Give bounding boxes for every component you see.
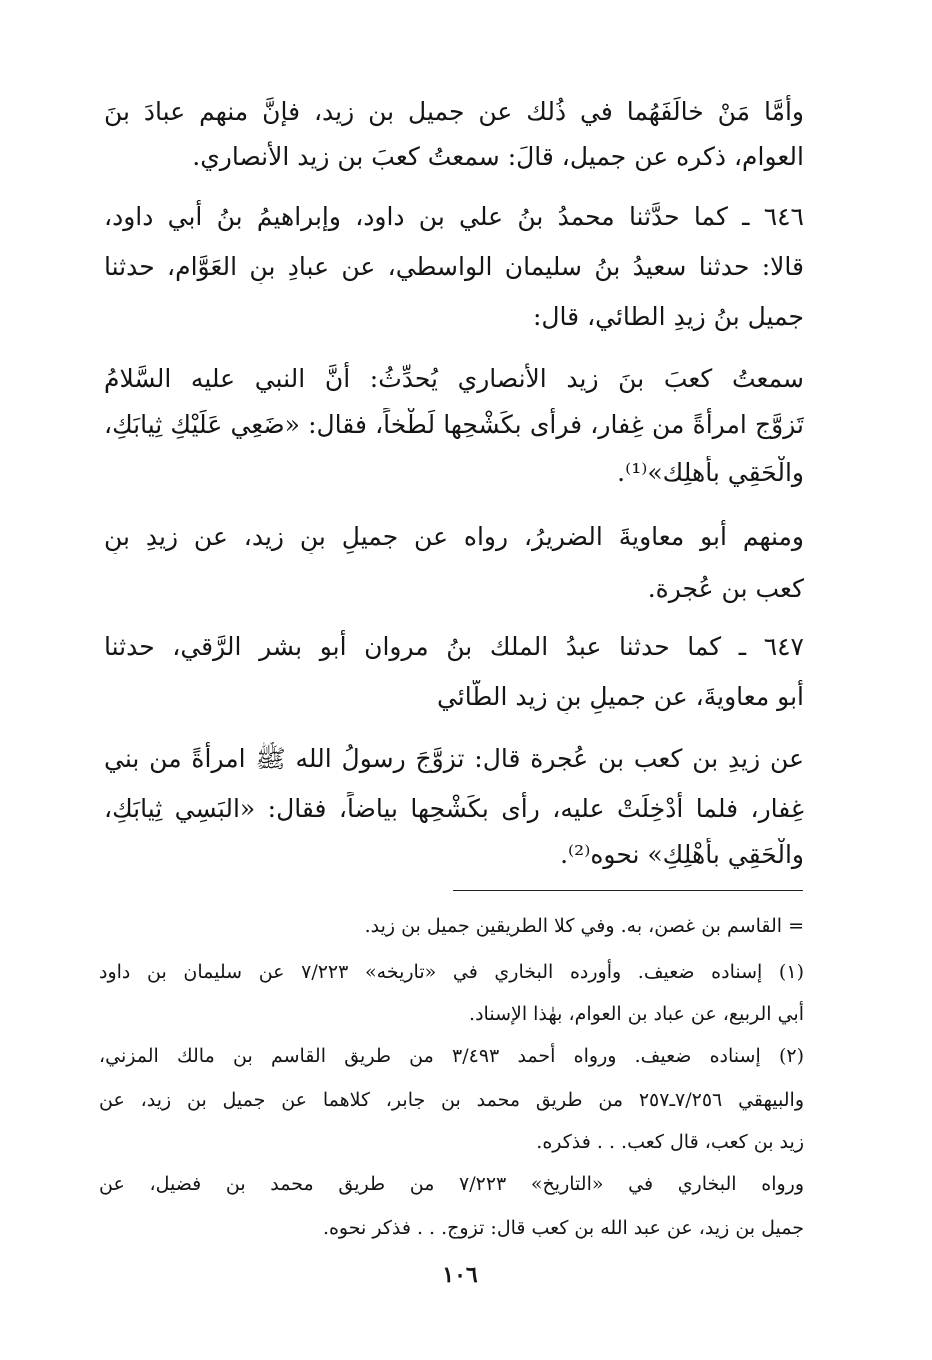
- footnote-line: زيد بن كعب، قال كعب. . . فذكره.: [536, 1131, 804, 1153]
- body-line: العوام، ذكره عن جميل، قالَ: سمعتُ كعبَ بن زيد الأنصاري.: [192, 142, 804, 171]
- footnote-line: = القاسم بن غصن، به. وفي كلا الطريقين جميل بن زيد.: [364, 915, 804, 937]
- body-line: جميل بنُ زيدِ الطائي، قال:: [532, 302, 804, 331]
- body-line: كعب بن عُجرة.: [647, 574, 804, 603]
- footnote-line: (١) إسناده ضعيف. وأورده البخاري في «تاريخه» ٧/٢٢٣ عن سليمان بن داود: [99, 961, 804, 983]
- body-line: ٦٤٦ ـ كما حدَّثنا محمدُ بنُ علي بن داود، وإبراهيمُ بنُ أبي داود،: [104, 202, 804, 231]
- body-line: عن زيدِ بن كعب بن عُجرة قال: تزوَّجَ رسولُ الله ﷺ امرأةً من بني: [104, 744, 804, 773]
- page-number: ١٠٦: [442, 1262, 478, 1288]
- footnote-line: جميل بن زيد، عن عبد الله بن كعب قال: تزوج. . . فذكر نحوه.: [322, 1217, 804, 1239]
- body-line: والْحَقِي بأهلِك»⁽¹⁾.: [617, 458, 804, 487]
- body-line: وأمَّا مَنْ خالَفَهُما في ذُلك عن جميل بن زيد، فإنَّ منهم عبادَ بنَ: [104, 97, 804, 126]
- body-line: ومنهم أبو معاويةَ الضريرُ، رواه عن جميلِ بنِ زيد، عن زيدِ بنِ: [104, 522, 804, 551]
- body-line: سمعتُ كعبَ بنَ زيد الأنصاري يُحدِّثُ: أنَّ النبي عليه السَّلامُ: [104, 364, 804, 393]
- body-line: تَزوَّج امرأةً من غِفار، فرأى بكَشْحِها لَطْخاً، فقال: «ضَعِي عَلَيْكِ ثِيابَكِ،: [104, 410, 804, 439]
- body-line: قالا: حدثنا سعيدُ بنُ سليمان الواسطي، عن عبادِ بنِ العَوَّام، حدثنا: [104, 252, 804, 281]
- body-line: ٦٤٧ ـ كما حدثنا عبدُ الملك بنُ مروان أبو بشر الرَّقي، حدثنا: [104, 632, 804, 661]
- body-line: والْحَقِي بأَهْلِكِ» نحوه⁽²⁾.: [560, 840, 804, 869]
- body-line: غِفار، فلما أُدْخِلَتْ عليه، رأى بكَشْحِها بياضاً، فقال: «البَسِي ثِيابَكِ،: [104, 794, 804, 823]
- footnote-line: والبيهقي ٧/٢٥٦ـ٢٥٧ من طريق محمد بن جابر، كلاهما عن جميل بن زيد، عن: [99, 1089, 804, 1111]
- footnote-line: ورواه البخاري في «التاريخ» ٧/٢٢٣ من طريق محمد بن فضيل، عن: [99, 1173, 804, 1195]
- footnote-line: أبي الربيع، عن عباد بن العوام، بهٰذا الإسناد.: [469, 1003, 804, 1025]
- footnote-line: (٢) إسناده ضعيف. ورواه أحمد ٣/٤٩٣ من طريق القاسم بن مالك المزني،: [99, 1045, 804, 1067]
- body-line: أبو معاويةَ، عن جميلِ بنِ زيد الطَّائي: [436, 682, 804, 711]
- footnote-separator: [453, 890, 803, 891]
